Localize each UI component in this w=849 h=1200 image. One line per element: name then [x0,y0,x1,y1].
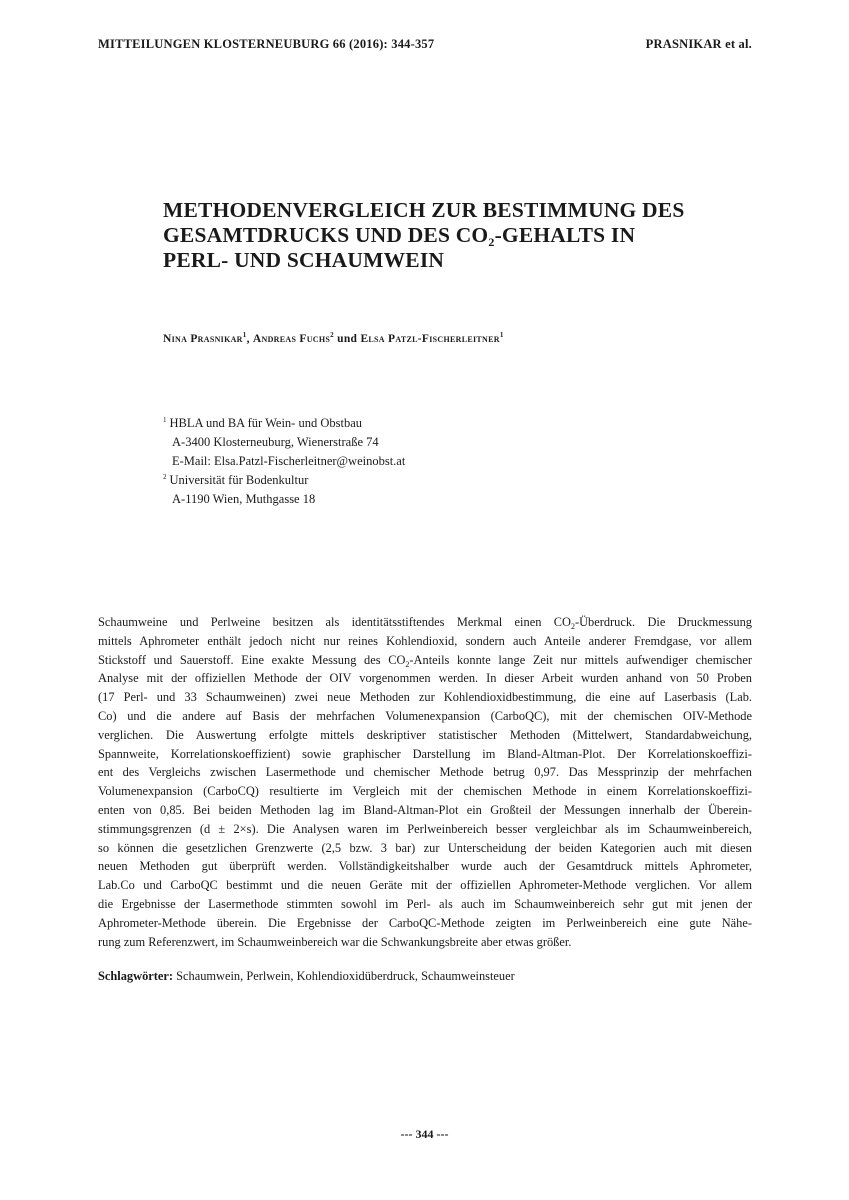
running-head-authors: PRASNIKAR et al. [645,37,752,51]
running-head-journal: MITTEILUNGEN KLOSTERNEUBURG 66 (2016): 344-357 [98,37,435,51]
affiliation-line [163,414,405,433]
title-line-2-start: GESAMTDRUCKS UND DES CO [163,223,489,247]
affiliation-line [163,490,405,509]
author-3-affiliation-mark: 1 [499,331,504,339]
abstract-line: verglichen. Die Auswertung erfolgte mittels deskriptiver statistischer Methoden (Mittelwert, Standardabweichung, [98,727,752,742]
author-2-affiliation-mark: 2 [330,331,334,339]
author-2-name: Andreas Fuchs [252,333,331,345]
page-number: --- 344 --- [400,1127,449,1141]
abstract-text: -Überdruck. Die Druckmessung [574,615,753,629]
keywords [98,969,515,984]
abstract-line: Volumenexpansion (CarboCQ) resultierte im Vergleich mit der chemischen Methode in einem Korrelationskoeffizi- [98,784,752,799]
author-list [163,333,504,345]
abstract-line: (17 Perl- und 33 Schaumweinen) zwei neue Methoden zur Kohlendioxidbestimmung, die eine auf Laserbasis (Lab. [98,690,752,705]
author-conjunction: und [337,333,358,345]
title-line-3: PERL- UND SCHAUMWEIN [163,248,445,272]
title-line-2-end: -GEHALTS IN [494,223,636,247]
affiliation-mark: 1 [163,416,167,424]
abstract-line: so können die gesetzlichen Grenzwerte (2,5 bzw. 3 bar) zur Unterscheidung der beiden Kategorien auch mit diesen [98,840,752,855]
abstract-line: stimmungsgrenzen (d ± 2×s). Die Analysen waren im Perlweinbereich besser vergleichbar als im Schaumweinbereich, [98,821,752,836]
affiliation-text: Universität für Bodenkultur [169,473,309,487]
affiliation-text: E-Mail: Elsa.Patzl-Fischerleitner@weinobst.at [172,454,406,468]
affiliation-line [163,471,405,490]
abstract [98,613,752,951]
affiliation-line [163,433,405,452]
author-separator: , [246,333,253,345]
affiliation-text: A-1190 Wien, Muthgasse 18 [172,492,316,506]
co2-subscript: 2 [405,659,410,669]
abstract-line: ent des Vergleichs zwischen Lasermethode und chemischer Methode betrug 0,97. Das Messprinzip der mehrfachen [98,765,752,780]
author-3-name: Elsa Patzl-Fischerleitner [360,333,500,345]
abstract-line: die Ergebnisse der Lasermethode stimmten sowohl im Perl- als auch im Schaumweinbereich sehr gut mit jenen der [98,896,752,911]
abstract-line: Spannweite, Korrelationskoeffizient) sowie graphischer Darstellung im Bland-Altman-Plot. Der Korrelationskoeffizi- [98,746,752,761]
affiliation-email [163,452,405,471]
abstract-line: rung zum Referenzwert, im Schaumweinbereich war die Schwankungsbreite aber etwas größer. [98,934,572,949]
abstract-line: Lab.Co und CarboQC bestimmt und die neuen Geräte mit der offiziellen Aphrometer-Methode verglichen. Vor allem [98,878,752,893]
affiliation-mark: 2 [163,473,167,481]
abstract-line [98,613,752,632]
title-co2-subscript: 2 [488,235,495,249]
co2-subscript: 2 [570,622,575,631]
abstract-line: enten von 0,85. Bei beiden Methoden lag im Bland-Altman-Plot ein Großteil der Messungen innerhalb der Überein- [98,802,752,817]
affiliations-block [163,414,405,509]
title-line-1: METHODENVERGLEICH ZUR BESTIMMUNG DES [163,198,685,222]
abstract-text: Stickstoff und Sauerstoff. Eine exakte Messung des CO [98,652,406,667]
article-title [163,198,763,273]
abstract-line [98,651,752,670]
keywords-label: Schlagwörter: [98,969,174,983]
abstract-text: -Anteils konnte lange Zeit nur mittels aufwendiger chemischer [409,652,752,667]
abstract-line: mittels Aphrometer enthält jedoch nicht nur reines Kohlendioxid, sondern auch Anteile anderer Fremdgase, vor allem [98,633,752,648]
author-1-name: Nina Prasnikar [163,333,243,345]
abstract-text: Schaumweine und Perlweine besitzen als identitätsstiftendes Merkmal einen CO [98,615,571,629]
author-1-affiliation-mark: 1 [242,331,247,339]
abstract-line: Co) und die andere auf Basis der mehrfachen Volumenexpansion (CarboQC), mit der chemischen OIV-Methode [98,708,752,723]
keywords-text: Schaumwein, Perlwein, Kohlendioxidüberdruck, Schaumweinsteuer [176,969,515,983]
title-line-2 [163,223,763,248]
abstract-line: neuen Methoden gut überprüft werden. Vollständigkeitshalber wurde auch der Gesamtdruck mittels Aphrometer, [98,859,752,874]
affiliation-text: HBLA und BA für Wein- und Obstbau [169,416,363,430]
affiliation-text: A-3400 Klosterneuburg, Wienerstraße 74 [172,435,379,449]
abstract-line: Aphrometer-Methode überein. Die Ergebnisse der CarboQC-Methode zeigten im Perlweinbereich eine gute Nähe- [98,915,752,930]
abstract-line: Analyse mit der offiziellen Methode der OIV vorgenommen werden. In dieser Arbeit wurden anhand von 50 Proben [98,671,752,686]
